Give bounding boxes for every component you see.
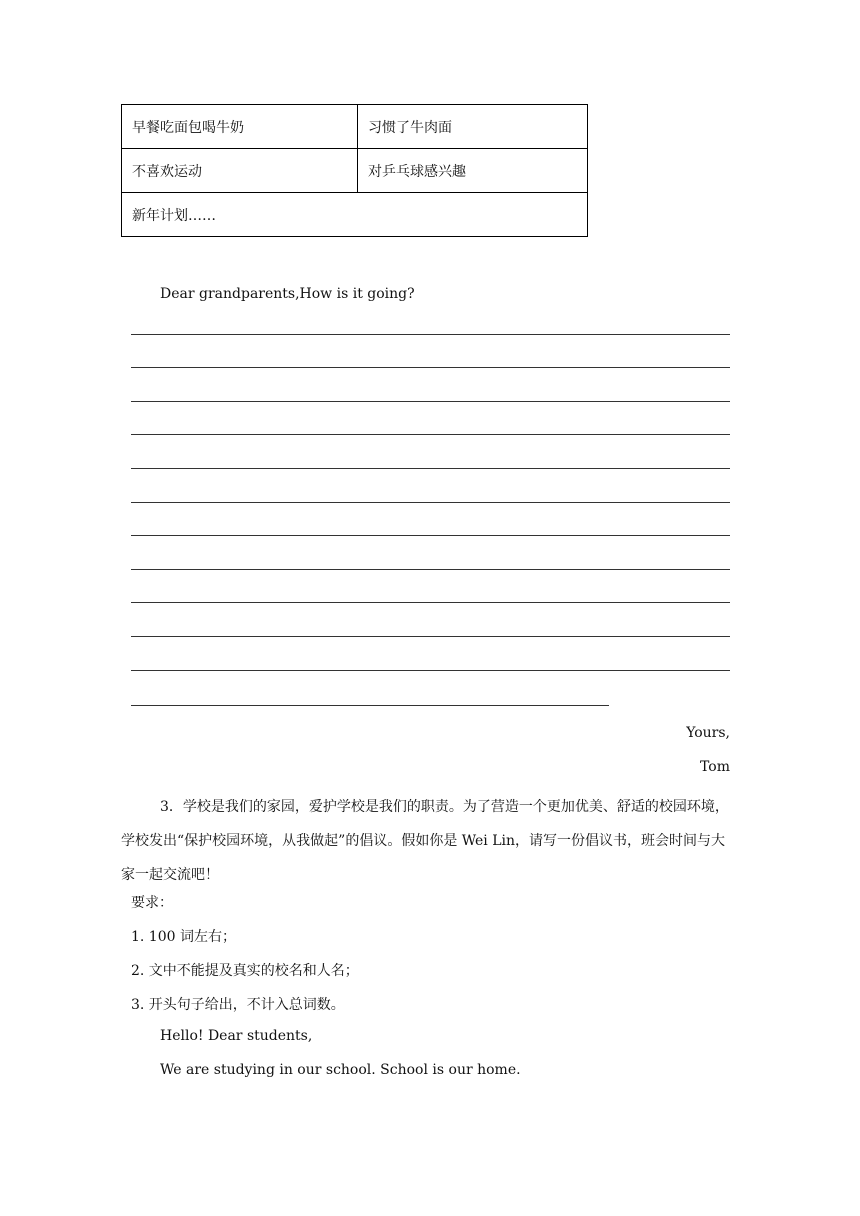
requirement-item: 2. 文中不能提及真实的校名和人名； [131,963,359,979]
answer-line [131,434,730,435]
letter-greeting: Dear grandparents,How is it going? [160,286,415,302]
answer-line [131,569,730,570]
info-table [121,104,588,237]
requirements-label: 要求： [131,895,173,911]
table-row [122,105,588,149]
answer-line [131,401,730,402]
answer-line [131,602,730,603]
opening-line: We are studying in our school. School is our home. [160,1062,521,1078]
answer-line [131,705,609,706]
table-row [122,149,588,193]
answer-line [131,334,730,335]
answer-line [131,670,730,671]
answer-line [131,502,730,503]
answer-line [131,636,730,637]
table-cell: 新年计划…… [122,193,588,237]
answer-line [131,468,730,469]
table-cell: 不喜欢运动 [122,149,358,193]
requirement-item: 3. 开头句子给出，不计入总词数。 [131,997,345,1013]
table-cell: 对乒乓球感兴趣 [358,149,588,193]
letter-closing: Yours, [686,725,730,741]
question-prompt: 3．学校是我们的家园，爱护学校是我们的职责。为了营造一个更加优美、舒适的校园环境，学校发出“保护校园环境，从我做起”的倡议。假如你是 Wei Lin，请写一份倡议书，班会时间与大家一起交流吧！ [121,799,729,883]
letter-signature: Tom [700,759,730,775]
answer-line [131,535,730,536]
answer-line [131,367,730,368]
opening-line: Hello! Dear students, [160,1028,313,1044]
requirement-item: 1. 100 词左右； [131,929,236,945]
table-cell: 早餐吃面包喝牛奶 [122,105,358,149]
question-3 [121,790,731,892]
table-row [122,193,588,237]
table-cell: 习惯了牛肉面 [358,105,588,149]
